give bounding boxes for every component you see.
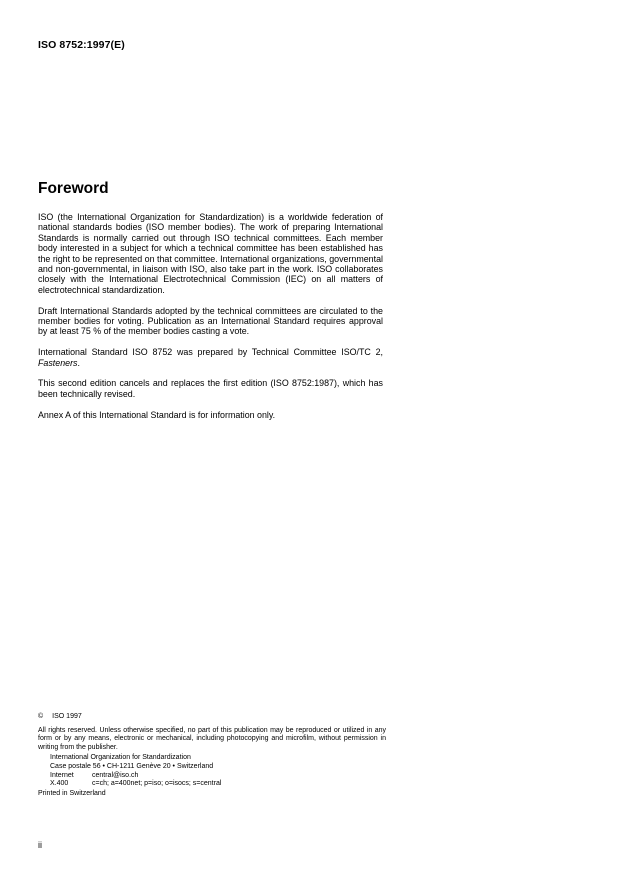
document-id-header: ISO 8752:1997(E) <box>38 39 125 51</box>
page-number: ii <box>38 840 42 850</box>
foreword-paragraph-3 <box>38 347 383 368</box>
copyright-year: ISO 1997 <box>52 713 82 720</box>
rights-notice: All rights reserved. Unless otherwise specified, no part of this publication may be reproduced or utilized in any form or by any means, electronic or mechanical, including photocopying and microfilm, without permission in writing from the publisher. <box>38 726 386 751</box>
copyright-block <box>38 713 386 798</box>
foreword-paragraph-5: Annex A of this International Standard is for information only. <box>38 409 276 420</box>
foreword-paragraph-4: This second edition cancels and replaces the first edition (ISO 8752:1987), which has been technically revised. <box>38 378 383 399</box>
x400-row <box>50 780 386 789</box>
foreword-paragraph-1: ISO (the International Organization for Standardization) is a worldwide federation of national standards bodies (ISO member bodies). The work of preparing International Standards is normally carried out through ISO technical committees. Each member body interested in a subject for which a technical committee has been established has the right to be represented on that committee. International organizations, governmental and non-governmental, in liaison with ISO, also take part in the work. ISO collaborates closely with the International Electrotechnical Commission (IEC) on all matters of electrotechnical standardization. <box>38 212 383 295</box>
copyright-line <box>38 713 386 722</box>
publisher-address <box>38 754 386 788</box>
paragraph-3-text: International Standard ISO 8752 was prepared by Technical Committee ISO/TC 2, <box>38 347 383 358</box>
x400-label: X.400 <box>50 780 69 788</box>
internet-label: Internet <box>50 771 74 779</box>
committee-name: Fasteners <box>38 357 78 368</box>
foreword-body <box>38 212 383 430</box>
x400-value: c=ch; a=400net; p=iso; o=isocs; s=central <box>92 780 222 788</box>
foreword-paragraph-2: Draft International Standards adopted by the technical committees are circulated to the member bodies for voting. Publication as an International Standard requires approval by at least 75 % of the member bodies casting a vote. <box>38 305 383 337</box>
internet-row <box>50 772 386 781</box>
internet-value: central@iso.ch <box>92 771 139 779</box>
postal-address: Case postale 56 • CH-1211 Genève 20 • Switzerland <box>50 762 214 770</box>
paragraph-3-end: . <box>77 357 80 368</box>
organization-name: International Organization for Standardization <box>50 754 191 762</box>
copyright-symbol: © <box>38 713 44 720</box>
page-title: Foreword <box>38 180 109 197</box>
printed-in: Printed in Switzerland <box>38 789 106 797</box>
